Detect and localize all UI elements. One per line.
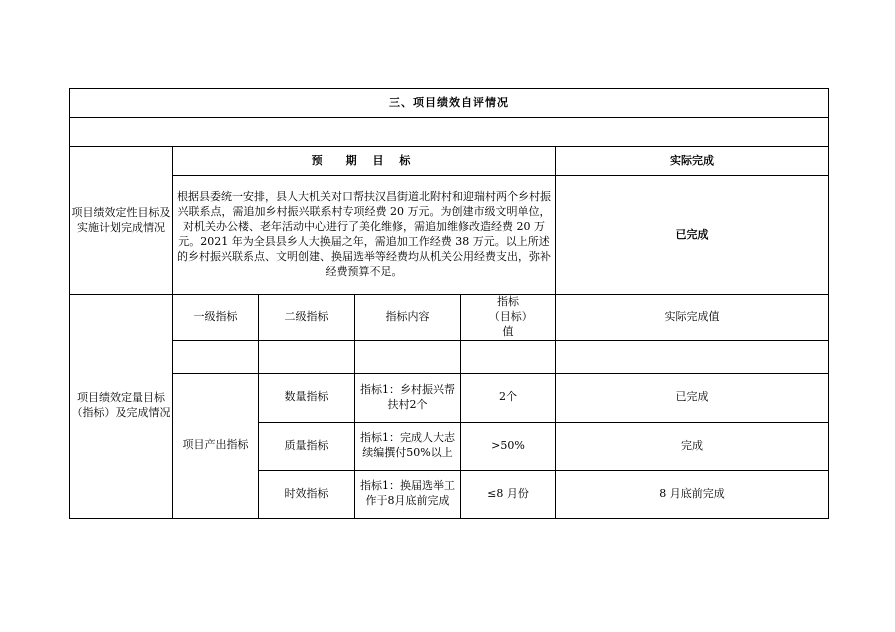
target-value: >50%: [461, 422, 556, 470]
expected-goal-description: 根据县委统一安排，县人大机关对口帮扶汉昌街道北附村和迎瑞村两个乡村振兴联系点，需追加乡村振兴联系村专项经费 20 万元。为创建市级文明单位，对机关办公楼、老年活动中心进行了美化维修，需追加维修改造经费 20 万元。2021 年为全县县乡人大换届之年，需追加工作经费 38 万元。以上所述的乡村振兴联系点、文明创建、换届选举等经费均从机关公用经费支出，弥补经费预算不足。: [173, 176, 556, 295]
indicator-content: 指标1：换届选举工作于8月底前完成: [355, 470, 461, 518]
target-value: 2个: [461, 373, 556, 422]
empty-cell: [173, 340, 259, 373]
level1-indicator: 项目产出指标: [173, 373, 259, 518]
target-value: ≤8 月份: [461, 470, 556, 518]
empty-cell: [259, 340, 355, 373]
actual-value: 完成: [556, 422, 829, 470]
empty-cell: [556, 340, 829, 373]
table-row: [70, 373, 829, 422]
header-actual: 实际完成值: [556, 295, 829, 341]
performance-table: [69, 88, 829, 519]
level2-indicator: 数量指标: [259, 373, 355, 422]
blank-row: [70, 118, 829, 147]
indicator-content: 指标1：乡村振兴帮扶村2个: [355, 373, 461, 422]
section-title: 三、项目绩效自评情况: [70, 89, 829, 118]
actual-value: 已完成: [556, 373, 829, 422]
empty-cell: [355, 340, 461, 373]
actual-completion-value: 已完成: [556, 176, 829, 295]
empty-cell: [461, 340, 556, 373]
quantitative-row-label: 项目绩效定量目标（指标）及完成情况: [70, 295, 173, 519]
actual-completion-header: 实际完成: [556, 147, 829, 176]
level2-indicator: 质量指标: [259, 422, 355, 470]
level2-indicator: 时效指标: [259, 470, 355, 518]
qualitative-row-label: 项目绩效定性目标及实施计划完成情况: [70, 147, 173, 295]
header-level2: 二级指标: [259, 295, 355, 341]
header-content: 指标内容: [355, 295, 461, 341]
indicator-content: 指标1：完成人大志续编撰付50%以上: [355, 422, 461, 470]
header-target: 指标（目标）值: [461, 295, 556, 341]
actual-value: 8 月底前完成: [556, 470, 829, 518]
expected-goal-header: 预 期 目 标: [173, 147, 556, 176]
header-level1: 一级指标: [173, 295, 259, 341]
